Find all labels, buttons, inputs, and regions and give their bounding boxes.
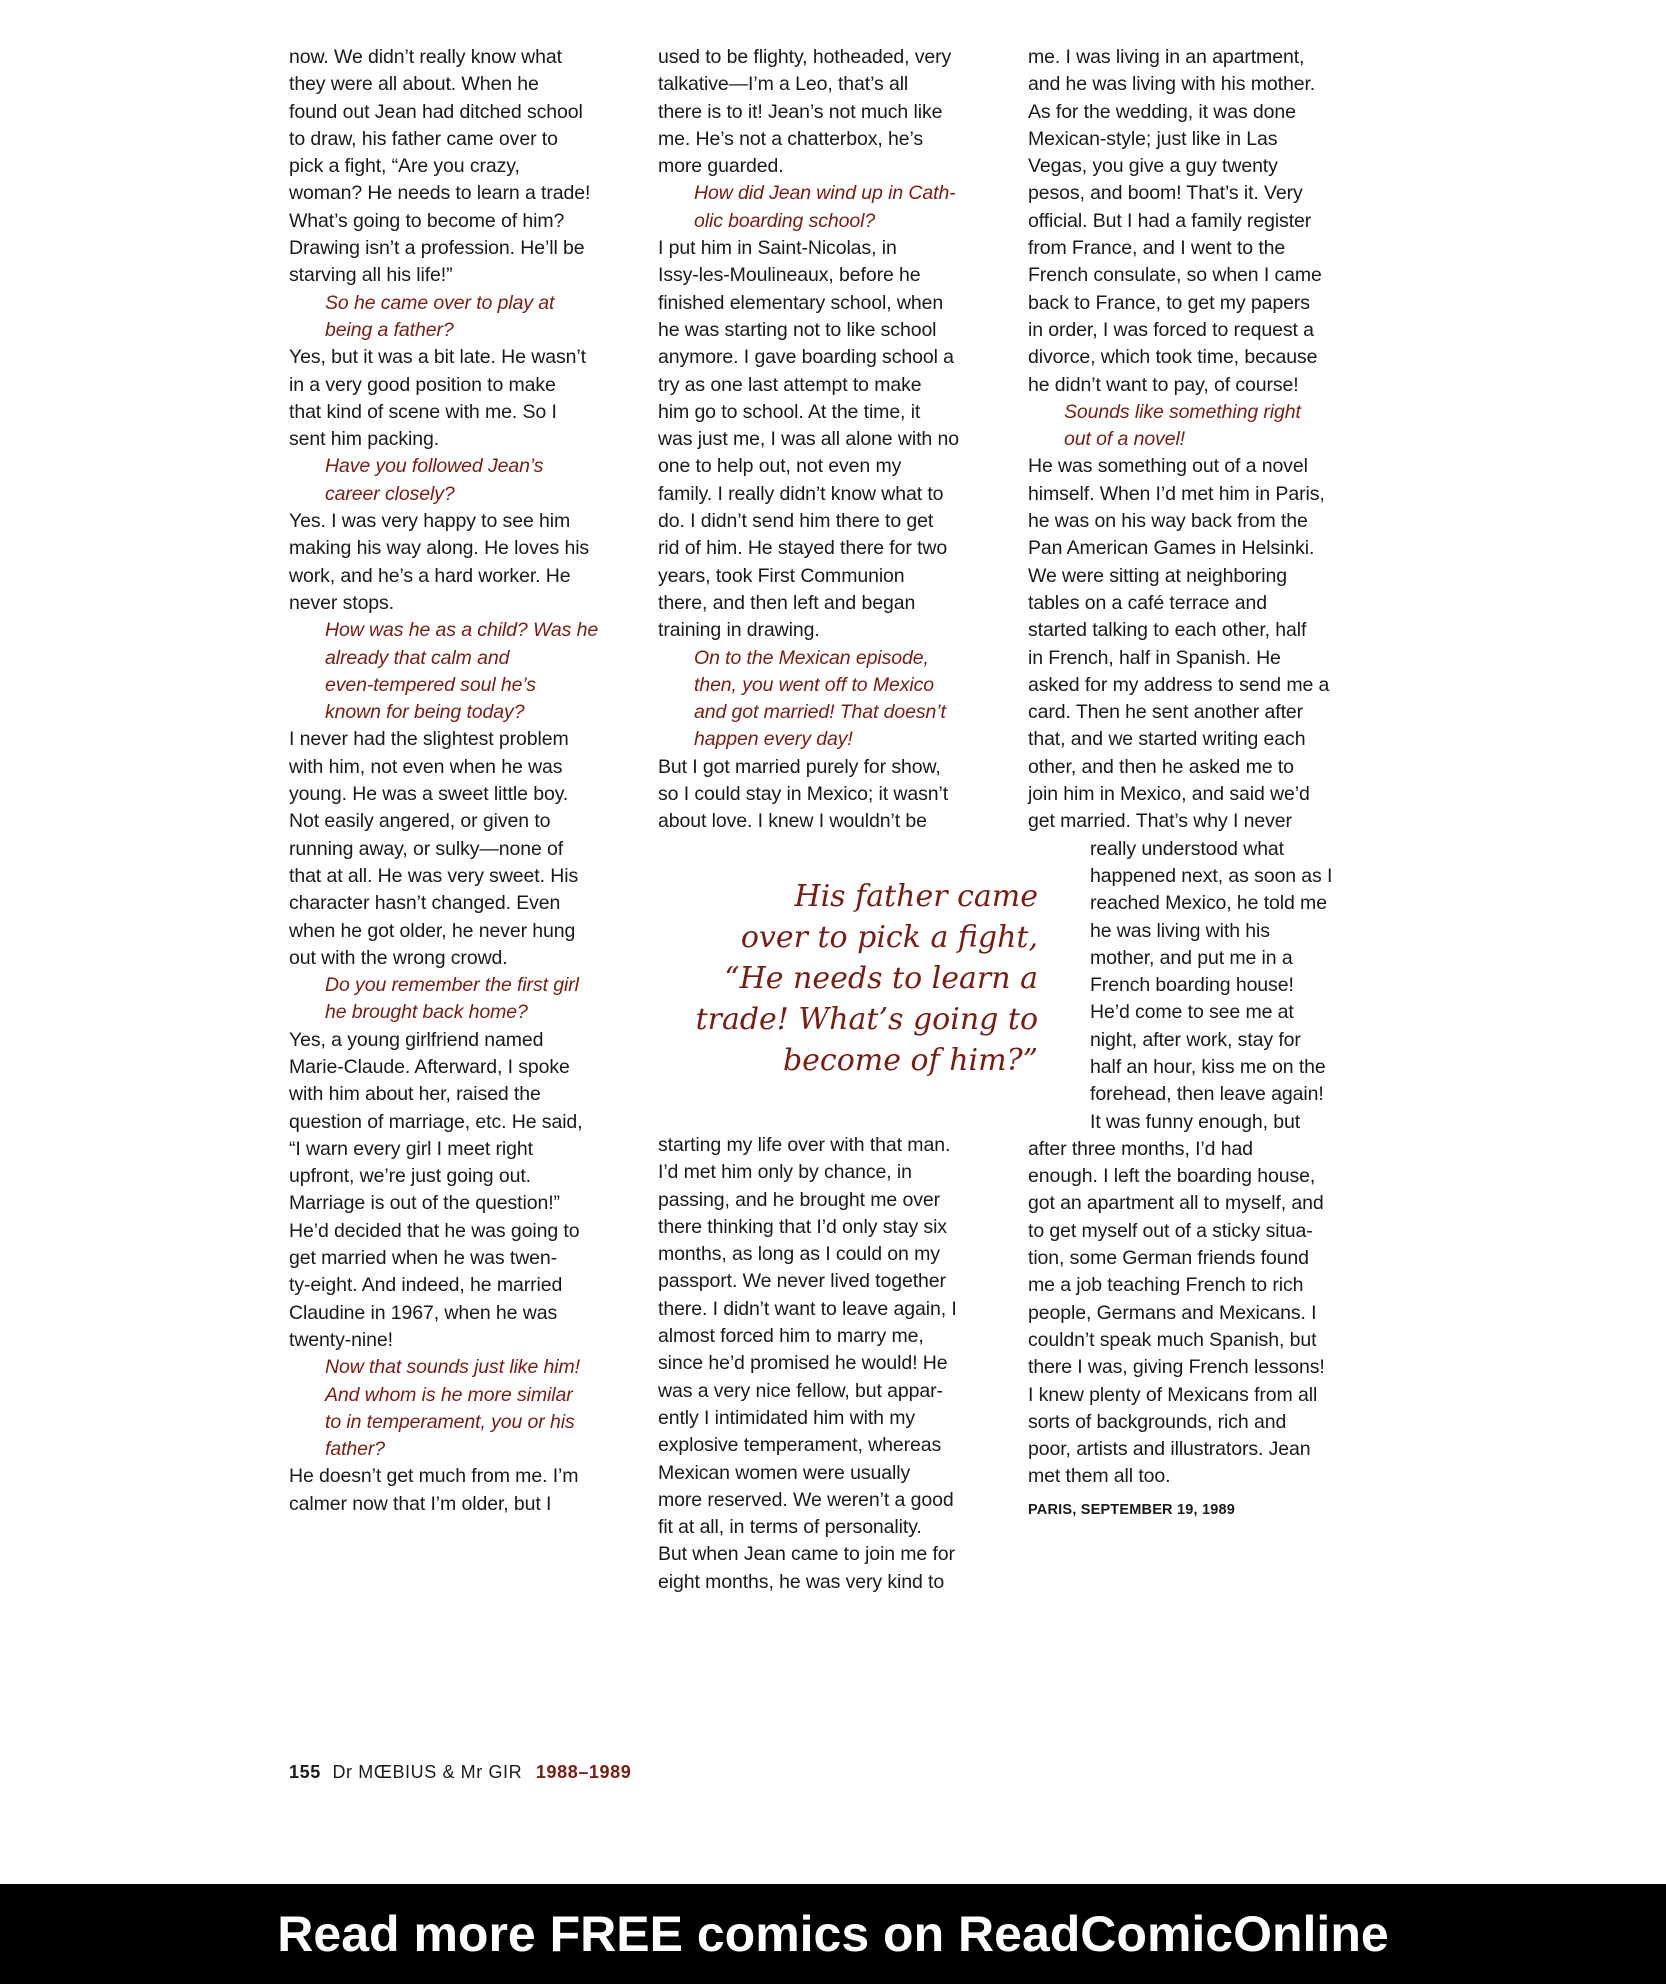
interview-question-line: already that calm and bbox=[325, 646, 510, 669]
text-line: happened next, as soon as I bbox=[1090, 864, 1333, 887]
text-line: me. I was living in an apartment, bbox=[1028, 46, 1305, 68]
text-line: It was funny enough, but bbox=[1090, 1110, 1301, 1133]
text-line: people, Germans and Mexicans. I bbox=[1028, 1301, 1317, 1324]
text-line: one to help out, not even my bbox=[658, 455, 902, 478]
text-line: tables on a café terrace and bbox=[1028, 591, 1267, 614]
page-footer bbox=[289, 1762, 631, 1783]
text-line: other, and then he asked me to bbox=[1028, 755, 1294, 778]
text-line: never stops. bbox=[289, 591, 395, 614]
text-line: there thinking that I’d only stay six bbox=[658, 1215, 947, 1238]
interview-question-line: Now that sounds just like him! bbox=[325, 1356, 580, 1379]
text-line: get married. That’s why I never bbox=[1028, 810, 1292, 833]
pull-quote-line: trade! What’s going to bbox=[695, 1002, 1038, 1037]
text-line: I’d met him only by chance, in bbox=[658, 1161, 912, 1184]
interview-question-line: to in temperament, you or his bbox=[325, 1410, 575, 1433]
text-line: poor, artists and illustrators. Jean bbox=[1028, 1438, 1311, 1461]
text-line: Issy-les-Moulineaux, before he bbox=[658, 264, 921, 287]
interview-question-line: Have you followed Jean’s bbox=[325, 455, 544, 478]
text-line: We were sitting at neighboring bbox=[1028, 564, 1287, 587]
page-number: 155 bbox=[289, 1762, 321, 1782]
text-line: official. But I had a family register bbox=[1028, 209, 1312, 232]
text-line: try as one last attempt to make bbox=[658, 373, 922, 396]
text-line: “I warn every girl I meet right bbox=[289, 1137, 533, 1160]
text-line: Mexican women were usually bbox=[658, 1461, 911, 1484]
text-line: Marriage is out of the question!” bbox=[289, 1192, 560, 1215]
text-line: making his way along. He loves his bbox=[289, 537, 590, 560]
text-line: Yes. I was very happy to see him bbox=[289, 510, 571, 533]
text-line: when he got older, he never hung bbox=[289, 919, 576, 942]
text-line: got an apartment all to myself, and bbox=[1028, 1192, 1324, 1215]
text-line: What’s going to become of him? bbox=[289, 209, 565, 232]
interview-question-line: On to the Mexican episode, bbox=[694, 646, 929, 669]
text-line: I never had the slightest problem bbox=[289, 728, 569, 751]
text-line: was just me, I was all alone with no bbox=[658, 428, 959, 451]
chapter-years: 1988–1989 bbox=[535, 1762, 632, 1782]
interview-question-line: Sounds like something right bbox=[1064, 400, 1301, 423]
text-line: that at all. He was very sweet. His bbox=[289, 864, 579, 887]
text-line: He’d come to see me at bbox=[1090, 1001, 1294, 1024]
text-line: he was starting not to like school bbox=[658, 318, 937, 341]
text-line: found out Jean had ditched school bbox=[289, 100, 583, 123]
text-line: training in drawing. bbox=[658, 619, 820, 642]
interview-question-line: father? bbox=[325, 1438, 386, 1461]
text-line: calmer now that I’m older, but I bbox=[289, 1492, 552, 1515]
text-line: talkative—I’m a Leo, that’s all bbox=[658, 73, 909, 96]
text-line: I knew plenty of Mexicans from all bbox=[1028, 1383, 1318, 1406]
text-line: divorce, which took time, because bbox=[1028, 346, 1318, 369]
text-line: out with the wrong crowd. bbox=[289, 946, 508, 969]
text-line: that kind of scene with me. So I bbox=[289, 400, 557, 423]
text-line: was a very nice fellow, but appar- bbox=[658, 1379, 943, 1402]
text-line: character hasn’t changed. Even bbox=[289, 892, 561, 915]
text-line: Yes, a young girlfriend named bbox=[289, 1028, 544, 1051]
dateline: PARIS, SEPTEMBER 19, 1989 bbox=[1028, 1501, 1236, 1518]
text-line: Mexican-style; just like in Las bbox=[1028, 127, 1278, 150]
interview-question-line: happen every day! bbox=[694, 728, 853, 751]
text-line: passport. We never lived together bbox=[658, 1270, 946, 1293]
text-line: starving all his life!” bbox=[289, 264, 453, 287]
text-line: join him in Mexico, and said we’d bbox=[1028, 783, 1310, 806]
text-line: almost forced him to marry me, bbox=[658, 1325, 924, 1348]
text-line: more guarded. bbox=[658, 155, 784, 178]
text-line: himself. When I’d met him in Paris, bbox=[1028, 482, 1325, 505]
interview-question-line: out of a novel! bbox=[1064, 428, 1186, 451]
text-line: since he’d promised he would! He bbox=[658, 1352, 948, 1375]
text-column-1 bbox=[289, 44, 625, 1518]
text-line: running away, or sulky—none of bbox=[289, 837, 564, 860]
text-line: French consulate, so when I came bbox=[1028, 264, 1322, 287]
pull-quote-line: become of him?” bbox=[782, 1043, 1038, 1078]
text-line: Pan American Games in Helsinki. bbox=[1028, 537, 1315, 560]
text-line: explosive temperament, whereas bbox=[658, 1434, 942, 1457]
text-line: now. We didn’t really know what bbox=[289, 46, 562, 68]
text-line: young. He was a sweet little boy. bbox=[289, 783, 569, 806]
text-line: there, and then left and began bbox=[658, 591, 916, 614]
text-line: they were all about. When he bbox=[289, 73, 539, 96]
text-line: He doesn’t get much from me. I’m bbox=[289, 1465, 579, 1488]
text-column-3-indented bbox=[1028, 836, 1368, 1136]
text-line: card. Then he sent another after bbox=[1028, 701, 1304, 724]
pull-quote-line: His father came bbox=[794, 879, 1038, 914]
interview-question-line: Do you remember the first girl bbox=[325, 974, 579, 997]
text-line: reached Mexico, he told me bbox=[1090, 892, 1327, 915]
text-line: sorts of backgrounds, rich and bbox=[1028, 1410, 1287, 1433]
text-line: there. I didn’t want to leave again, I bbox=[658, 1297, 957, 1320]
interview-question-line: How did Jean wind up in Cath- bbox=[694, 182, 956, 205]
text-column-2-top bbox=[658, 44, 998, 836]
text-line: started talking to each other, half bbox=[1028, 619, 1307, 642]
text-line: sent him packing. bbox=[289, 428, 440, 451]
text-line: months, as long as I could on my bbox=[658, 1243, 940, 1266]
text-line: do. I didn’t send him there to get bbox=[658, 510, 934, 533]
text-line: Drawing isn’t a profession. He’ll be bbox=[289, 237, 585, 260]
text-column-3-top bbox=[1028, 44, 1368, 836]
text-line: so I could stay in Mexico; it wasn’t bbox=[658, 783, 949, 806]
text-line: he didn’t want to pay, of course! bbox=[1028, 373, 1299, 396]
text-line: starting my life over with that man. bbox=[658, 1134, 951, 1156]
interview-question-line: even-tempered soul he’s bbox=[325, 673, 536, 696]
text-column-2-bottom bbox=[658, 1132, 998, 1596]
text-line: and he was living with his mother. bbox=[1028, 73, 1316, 96]
text-line: anymore. I gave boarding school a bbox=[658, 346, 954, 369]
text-line: upfront, we’re just going out. bbox=[289, 1165, 531, 1188]
text-line: get married when he was twen- bbox=[289, 1247, 558, 1270]
text-line: more reserved. We weren’t a good bbox=[658, 1488, 954, 1511]
text-line: asked for my address to send me a bbox=[1028, 673, 1330, 696]
interview-question-line: then, you went off to Mexico bbox=[694, 673, 934, 696]
text-line: to get myself out of a sticky situa- bbox=[1028, 1219, 1313, 1242]
text-line: Marie-Claude. Afterward, I spoke bbox=[289, 1055, 570, 1078]
text-line: ty-eight. And indeed, he married bbox=[289, 1274, 563, 1297]
text-line: work, and he’s a hard worker. He bbox=[289, 564, 571, 587]
text-line: night, after work, stay for bbox=[1090, 1028, 1301, 1051]
book-title: Dr MŒBIUS & Mr GIR bbox=[332, 1762, 523, 1782]
text-line: Claudine in 1967, when he was bbox=[289, 1301, 558, 1324]
text-line: finished elementary school, when bbox=[658, 291, 944, 314]
text-line: to draw, his father came over to bbox=[289, 127, 558, 150]
text-line: French boarding house! bbox=[1090, 974, 1294, 997]
text-line: after three months, I’d had bbox=[1028, 1137, 1253, 1160]
text-line: from France, and I went to the bbox=[1028, 237, 1286, 260]
text-line: pesos, and boom! That’s it. Very bbox=[1028, 182, 1303, 205]
interview-question-line: olic boarding school? bbox=[694, 209, 876, 232]
text-line: mother, and put me in a bbox=[1090, 946, 1293, 969]
text-line: met them all too. bbox=[1028, 1465, 1171, 1488]
text-line: But when Jean came to join me for bbox=[658, 1543, 955, 1566]
text-line: he was living with his bbox=[1090, 919, 1270, 942]
text-line: fit at all, in terms of personality. bbox=[658, 1516, 922, 1539]
text-line: Yes, but it was a bit late. He wasn’t bbox=[289, 346, 586, 369]
promo-banner-text: Read more FREE comics on ReadComicOnline bbox=[277, 1906, 1389, 1962]
text-line: half an hour, kiss me on the bbox=[1090, 1055, 1326, 1078]
text-line: in French, half in Spanish. He bbox=[1028, 646, 1281, 669]
interview-question-line: career closely? bbox=[325, 482, 455, 505]
text-line: pick a fight, “Are you crazy, bbox=[289, 155, 520, 178]
text-line: that, and we started writing each bbox=[1028, 728, 1306, 751]
text-column-3 bbox=[1028, 44, 1368, 1524]
interview-question-line: How was he as a child? Was he bbox=[325, 619, 599, 642]
text-line: twenty-nine! bbox=[289, 1328, 393, 1351]
interview-question-line: So he came over to play at bbox=[325, 291, 555, 314]
text-line: with him, not even when he was bbox=[289, 755, 563, 778]
text-line: with him about her, raised the bbox=[289, 1083, 541, 1106]
pull-quote-line: “He needs to learn a bbox=[724, 961, 1038, 996]
text-line: rid of him. He stayed there for two bbox=[658, 537, 948, 560]
interview-question-line: And whom is he more similar bbox=[325, 1383, 573, 1406]
text-line: He was something out of a novel bbox=[1028, 455, 1308, 478]
text-line: in order, I was forced to request a bbox=[1028, 318, 1314, 341]
text-line: family. I really didn’t know what to bbox=[658, 482, 944, 505]
text-line: question of marriage, etc. He said, bbox=[289, 1110, 583, 1133]
text-line: He’d decided that he was going to bbox=[289, 1219, 580, 1242]
interview-question-line: known for being today? bbox=[325, 701, 525, 724]
text-line: years, took First Communion bbox=[658, 564, 905, 587]
text-line: As for the wedding, it was done bbox=[1028, 100, 1296, 123]
text-line: ently I intimidated him with my bbox=[658, 1406, 915, 1429]
text-line: woman? He needs to learn a trade! bbox=[289, 182, 591, 205]
interview-question-line: and got married! That doesn’t bbox=[694, 701, 946, 724]
text-line: tion, some German friends found bbox=[1028, 1247, 1309, 1270]
text-line: couldn’t speak much Spanish, but bbox=[1028, 1328, 1317, 1351]
text-line: back to France, to get my papers bbox=[1028, 291, 1310, 314]
text-line: Vegas, you give a guy twenty bbox=[1028, 155, 1278, 178]
text-line: really understood what bbox=[1090, 837, 1284, 860]
text-column-3-bottom bbox=[1028, 1136, 1368, 1491]
pull-quote-line: over to pick a fight, bbox=[740, 920, 1038, 955]
pull-quote bbox=[668, 876, 1038, 1081]
text-line: forehead, then leave again! bbox=[1090, 1083, 1324, 1106]
text-line: passing, and he brought me over bbox=[658, 1188, 941, 1211]
text-line: he was on his way back from the bbox=[1028, 510, 1308, 533]
text-line: there I was, giving French lessons! bbox=[1028, 1356, 1325, 1379]
interview-question-line: being a father? bbox=[325, 318, 454, 341]
promo-banner[interactable] bbox=[0, 1884, 1666, 1984]
text-line: there is to it! Jean’s not much like bbox=[658, 100, 943, 123]
text-line: Not easily angered, or given to bbox=[289, 810, 551, 833]
text-line: I put him in Saint-Nicolas, in bbox=[658, 237, 897, 260]
text-line: used to be flighty, hotheaded, very bbox=[658, 46, 952, 68]
interview-question-line: he brought back home? bbox=[325, 1001, 528, 1024]
text-line: me a job teaching French to rich bbox=[1028, 1274, 1304, 1297]
text-line: But I got married purely for show, bbox=[658, 755, 941, 778]
text-line: him go to school. At the time, it bbox=[658, 400, 921, 423]
text-line: enough. I left the boarding house, bbox=[1028, 1165, 1316, 1188]
text-line: about love. I knew I wouldn’t be bbox=[658, 810, 927, 833]
text-line: eight months, he was very kind to bbox=[658, 1570, 945, 1593]
text-line: in a very good position to make bbox=[289, 373, 556, 396]
text-line: me. He’s not a chatterbox, he’s bbox=[658, 127, 923, 150]
